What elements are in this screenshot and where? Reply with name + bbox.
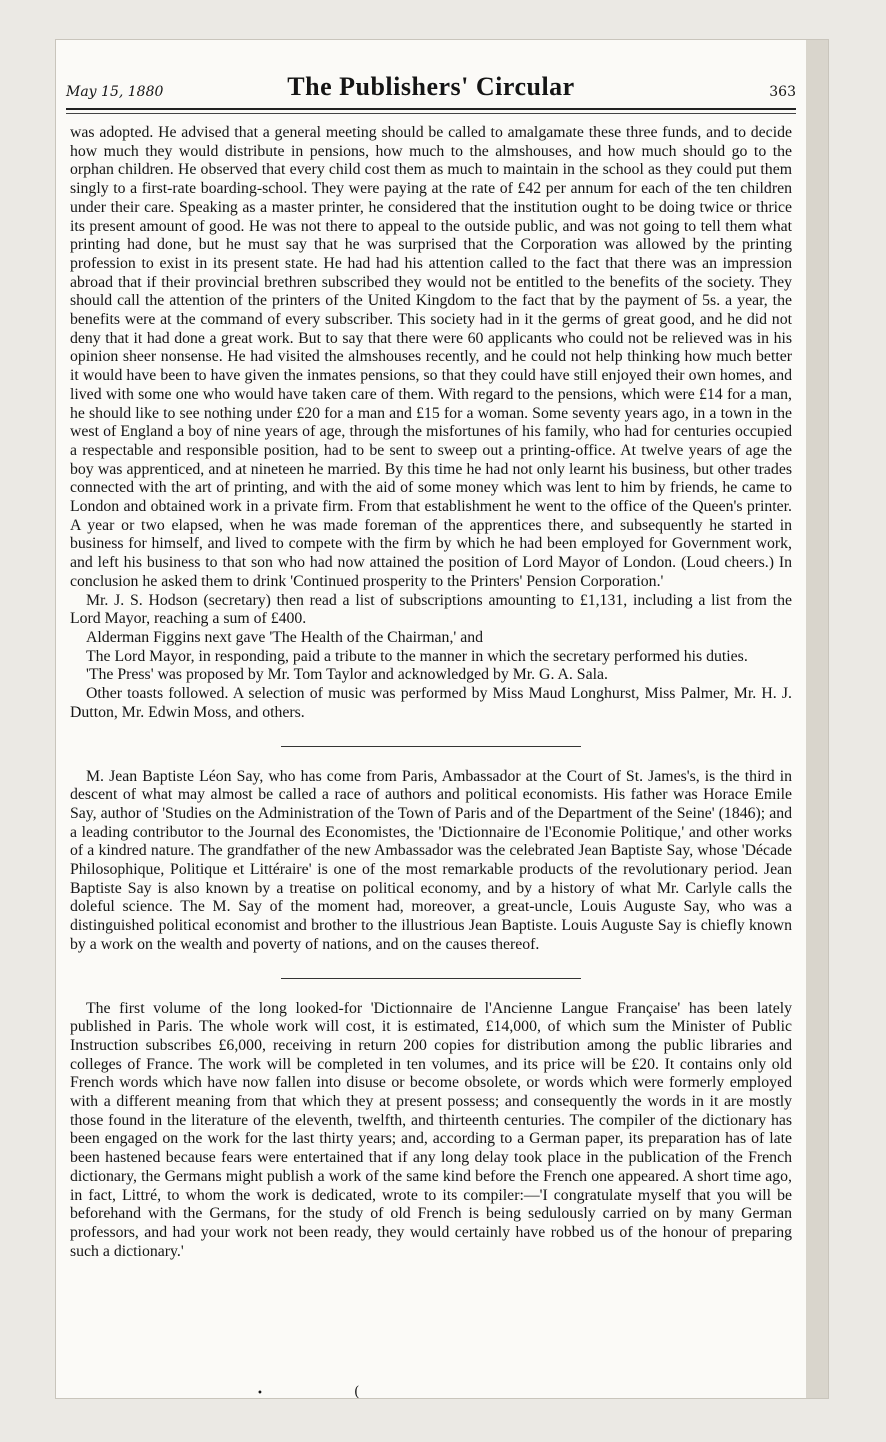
publication-title: The Publishers' Circular	[287, 72, 575, 101]
footer-dot: •	[257, 1388, 263, 1399]
paragraph: Alderman Figgins next gave 'The Health of the Chairman,' and	[86, 628, 483, 646]
paragraph: The first volume of the long looked-for 'Dictionnaire de l'Ancienne Langue Française' has been lately published in Paris. The whole work will cost, it is estimated, £14,000, of which sum the Minister of Public Instruction subscribes £6,000, receiving in return 200 copies for distribution among the public libraries and colleges of France. The work will be completed in ten volumes, and its price will be £20. It contains only old French words which have now fallen into disuse or become obsolete, or words which were formerly employed with a different meaning from that which they at present possess; and consequently the words in it are mostly those found in the literature of the eleventh, twelfth, and thirteenth centuries. The compiler of the dictionary has been engaged on the work for the last thirty years; and, according to a German paper, its preparation has of late been hastened because fears were entertained that if any long delay took place in the publication of the French dictionary, the Germans might publish a work of the same kind before the French one appeared. A short time ago, in fact, Littré, to whom the work is dedicated, wrote to its compiler:—'I congratulate myself that you will be beforehand with the Germans, for the study of old French is being sedulously carried on by many German professors, and had your work not been ready, they would certainly have robbed us of the honour of preparing such a dictionary.'	[70, 999, 792, 1260]
page-number: 363	[769, 84, 796, 100]
paragraph: M. Jean Baptiste Léon Say, who has come from Paris, Ambassador at the Court of St. James's, is the third in descent of what may almost be called a race of authors and political economists. His father was Horace Emile Say, author of 'Studies on the Administration of the Town of Paris and of the Department of the Seine' (1846); and a leading contributor to the Journal des Economistes, the 'Dictionnaire de l'Economie Politique,' and other works of a kindred nature. The grandfather of the new Ambassador was the celebrated Jean Baptiste Say, whose 'Décade Philosophique, Politique et Littéraire' is one of the most remarkable products of the revolutionary period. Jean Baptiste Say is also known by a treatise on political economy, and by a history of what Mr. Carlyle calls the doleful science. The M. Say of the moment had, moreover, a great-uncle, Louis Auguste Say, who was a distinguished political economist and brother to the illustrious Jean Baptiste. Louis Auguste Say is chiefly known by a work on the wealth and poverty of nations, and on the causes thereof.	[70, 767, 792, 953]
issue-date: May 15, 1880	[66, 84, 164, 100]
section-divider	[281, 746, 581, 747]
article-dictionnaire	[70, 1000, 792, 1262]
article-printers-pension	[70, 124, 792, 723]
page-header	[66, 70, 796, 104]
paragraph: Other toasts followed. A selection of music was performed by Miss Maud Longhurst, Miss Palmer, Mr. H. J. Dutton, Mr. Edwin Moss, and others.	[70, 685, 792, 721]
header-rule-thin	[66, 113, 796, 114]
footer-mark: (	[354, 1384, 360, 1400]
paragraph: The Lord Mayor, in responding, paid a tribute to the manner in which the secretary performed his duties.	[86, 647, 748, 665]
paragraph: 'The Press' was proposed by Mr. Tom Taylor and acknowledged by Mr. G. A. Sala.	[86, 666, 608, 684]
article-leon-say	[70, 768, 792, 955]
page-edge	[806, 40, 828, 1398]
article-body	[70, 124, 792, 1261]
header-rule	[66, 108, 796, 110]
section-divider	[281, 978, 581, 979]
paragraph: was adopted. He advised that a general meeting should be called to amalgamate these three funds, and to decide how much they would distribute in pensions, how much to the almshouses, and how much should go to the orphan children. He observed that every child cost them as much to maintain in the school as they could put them singly to a first-rate boarding-school. They were paying at the rate of £42 per annum for each of the ten children under their care. Speaking as a master printer, he considered that the institution ought to be doing twice or thrice its present amount of good. He was not there to appeal to the outside public, and was not going to tell them what printing had done, but he must say that he was surprised that the Corporation was allowed by the printing profession to exist in its present state. He had had his attention called to the fact that there was an impression abroad that if their provincial brethren subscribed they would not be entitled to the benefits of the society. They should call the attention of the printers of the United Kingdom to the fact that by the payment of 5s. a year, the benefits were at the command of every subscriber. This society had in it the germs of great good, and he did not deny that it had done a great work. But to say that there were 60 applicants who could not be relieved was in his opinion sheer nonsense. He had visited the almshouses recently, and he could not help thinking how much better it would have been to have given the inmates pensions, so that they could have still enjoyed their own homes, and lived with some one who would have taken care of them. With regard to the pensions, which were £14 for a man, he should like to see nothing under £20 for a man and £15 for a woman. Some seventy years ago, in a town in the west of England a boy of nine years of age, through the misfortunes of his family, who had for centuries occupied a respectable and responsible position, had to be sent to sweep out a printing-office. At twelve years of age the boy was apprenticed, and at nineteen he married. By this time he had not only learnt his business, but other trades connected with the art of printing, and with the aid of some money which was lent to him by friends, he came to London and obtained work in a private firm. From that establishment he went to the office of the Queen's printer. A year or two elapsed, when he was made foreman of the apprentices there, and subsequently he started in business for himself, and lived to compete with the firm by which he had been employed for Government work, and left his business to that son who had now attained the position of Lord Mayor of London. (Loud cheers.) In conclusion he asked them to drink 'Continued prosperity to the Printers' Pension Corporation.'	[70, 124, 792, 590]
paragraph: Mr. J. S. Hodson (secretary) then read a list of subscriptions amounting to £1,131, including a list from the Lord Mayor, reaching a sum of £400.	[70, 591, 792, 628]
